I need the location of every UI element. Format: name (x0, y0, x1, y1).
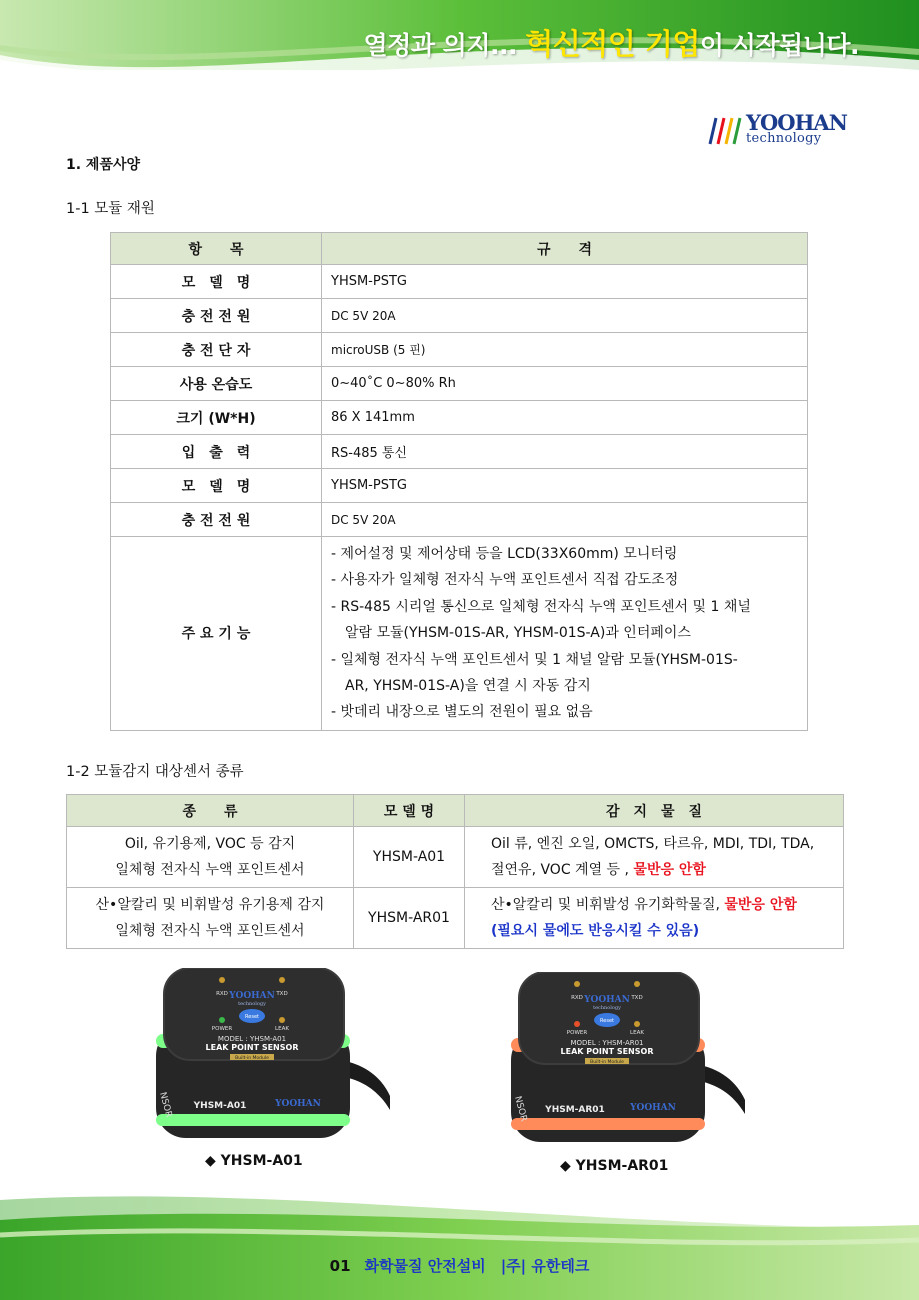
footer (0, 1255, 919, 1276)
header-slogan: 열정과 의지... 혁신적인 기업이 시작됩니다. (363, 27, 859, 61)
product-brand-sub: technology (238, 1001, 266, 1007)
feature-line: - 사용자가 일체형 전자식 누액 포인트센서 직접 감도조정 (331, 572, 679, 589)
detect-line: Oil 류, 엔진 오일, OMCTS, 타르유, MDI, TDI, TDA, (491, 836, 815, 852)
table-row (111, 265, 808, 299)
row-value: 86 X 141mm (322, 401, 808, 435)
product-model-text: MODEL : YHSM-A01 (217, 1035, 287, 1043)
subsection-sensor-types: 1-2 모듈감지 대상센서 종류 (66, 764, 244, 780)
row-value: RS-485 통신 (322, 435, 808, 469)
footer-company: 화학물질 안전설비 |주| 유한테크 (364, 1257, 590, 1275)
band-brand: YOOHAN (275, 1099, 321, 1109)
feature-line: - 밧데리 내장으로 별도의 전원이 필요 없음 (331, 704, 593, 721)
side-text: NSOR (157, 1091, 174, 1119)
row-key: 사용 온습도 (111, 367, 322, 401)
section-title: 1. 제품사양 (66, 157, 141, 173)
company-logo (706, 108, 852, 150)
led-leak-label: LEAK (630, 1030, 644, 1036)
led-leak-label: LEAK (275, 1026, 289, 1032)
caption-ar01: ◆ YHSM-AR01 (560, 1158, 669, 1174)
reset-label: Reset (245, 1014, 259, 1020)
table-row (111, 299, 808, 333)
page-number: 01 (329, 1257, 351, 1275)
row-value: YHSM-PSTG (322, 265, 808, 299)
slogan-accent: 혁신적인 기업 (525, 27, 700, 61)
header-detect: 감 지 물 질 (465, 795, 844, 827)
spec-table-header (111, 233, 808, 265)
features-list (322, 537, 808, 731)
detect-line: 절연유, VOC 계열 등 , 물반응 안함 (491, 862, 706, 878)
row-key: 충 전 전 원 (111, 299, 322, 333)
product-image-ar01 (505, 972, 745, 1152)
sensor-table (66, 794, 844, 949)
product-model-text: MODEL : YHSM-AR01 (570, 1039, 644, 1047)
led-power-label: POWER (211, 1026, 233, 1032)
caption-a01: ◆ YHSM-A01 (205, 1153, 303, 1169)
product-label-text: LEAK POINT SENSOR (560, 1047, 654, 1056)
row-key: 충 전 전 원 (111, 503, 322, 537)
feature-line: - 제어설정 및 제어상태 등을 LCD(33X60mm) 모니터링 (331, 546, 678, 562)
product-brand-sub: technology (593, 1005, 621, 1011)
sensor-model: YHSM-A01 (354, 827, 465, 888)
product-brand: YOOHAN (584, 995, 630, 1005)
product-band-bottom (156, 1114, 350, 1126)
row-key: 입 출 력 (111, 435, 322, 469)
product-band-bottom (511, 1118, 705, 1130)
row-key: 모 델 명 (111, 469, 322, 503)
table-row (111, 435, 808, 469)
sensor-detect (465, 888, 844, 949)
table-row (111, 367, 808, 401)
footer-wave-band (0, 1190, 919, 1300)
sensor-detect (465, 827, 844, 888)
row-key: 크기 (W*H) (111, 401, 322, 435)
type-line: 일체형 전자식 누액 포인트센서 (115, 862, 305, 878)
sensor-table-header (67, 795, 844, 827)
table-row (67, 827, 844, 888)
row-key: 충 전 단 자 (111, 333, 322, 367)
row-value: 0~40˚C 0~80% Rh (322, 367, 808, 401)
sensor-type (67, 888, 354, 949)
led-rxd-label: RXD (571, 995, 583, 1001)
header-model: 모 델 명 (354, 795, 465, 827)
band-model-label: YHSM-A01 (193, 1101, 247, 1111)
table-row (111, 333, 808, 367)
led-rxd-label: RXD (216, 991, 228, 997)
sensor-type (67, 827, 354, 888)
water-reaction-note: (필요시 물에도 반응시킬 수 있음) (491, 923, 700, 939)
row-value: DC 5V 20A (322, 503, 808, 537)
module-label: Built-in Module (590, 1060, 624, 1065)
header-item: 항 목 (111, 233, 322, 265)
no-water-reaction: 물반응 안함 (724, 897, 797, 913)
product-image-a01 (150, 968, 390, 1148)
logo-stripes-icon (706, 114, 744, 148)
header-spec: 규 격 (322, 233, 808, 265)
product-brand: YOOHAN (229, 991, 275, 1001)
feature-line: AR, YHSM-01S-A)을 연결 시 자동 감지 (345, 678, 591, 695)
features-label: 주 요 기 능 (111, 537, 322, 731)
reset-label: Reset (600, 1018, 614, 1024)
row-value: microUSB (5 핀) (322, 333, 808, 367)
row-value: DC 5V 20A (322, 299, 808, 333)
header-type: 종 류 (67, 795, 354, 827)
detect-line: 산•알칼리 및 비휘발성 유기화학물질, 물반응 안함 (491, 897, 797, 913)
table-row (67, 888, 844, 949)
row-key: 모 델 명 (111, 265, 322, 299)
type-line: 산•알칼리 및 비휘발성 유기용제 감지 (95, 897, 325, 913)
module-label: Built-in Module (235, 1056, 269, 1061)
spec-table (110, 232, 808, 731)
band-model-label: YHSM-AR01 (545, 1105, 605, 1115)
logo-name: YOOHAN (746, 110, 847, 135)
product-label-text: LEAK POINT SENSOR (205, 1043, 299, 1052)
logo-subtitle: technology (746, 131, 822, 146)
led-txd-label: TXD (631, 995, 643, 1001)
table-row (111, 401, 808, 435)
type-line: Oil, 유기용제, VOC 등 감지 (124, 836, 296, 852)
table-row-features (111, 537, 808, 731)
band-brand: YOOHAN (630, 1103, 676, 1113)
feature-line: 알람 모듈(YHSM-01S-AR, YHSM-01S-A)과 인터페이스 (345, 625, 691, 642)
no-water-reaction: 물반응 안함 (633, 862, 706, 878)
sensor-model: YHSM-AR01 (354, 888, 465, 949)
table-row (111, 503, 808, 537)
table-row (111, 469, 808, 503)
side-text: NSOR (512, 1095, 529, 1123)
subsection-module-spec: 1-1 모듈 재원 (66, 201, 155, 217)
row-value: YHSM-PSTG (322, 469, 808, 503)
feature-line: - 일체형 전자식 누액 포인트센서 및 1 채널 알람 모듈(YHSM-01S- (331, 651, 738, 668)
led-power-label: POWER (566, 1030, 588, 1036)
feature-line: - RS-485 시리얼 통신으로 일체형 전자식 누액 포인트센서 및 1 채널 (331, 598, 751, 615)
led-txd-label: TXD (276, 991, 288, 997)
type-line: 일체형 전자식 누액 포인트센서 (115, 923, 305, 939)
